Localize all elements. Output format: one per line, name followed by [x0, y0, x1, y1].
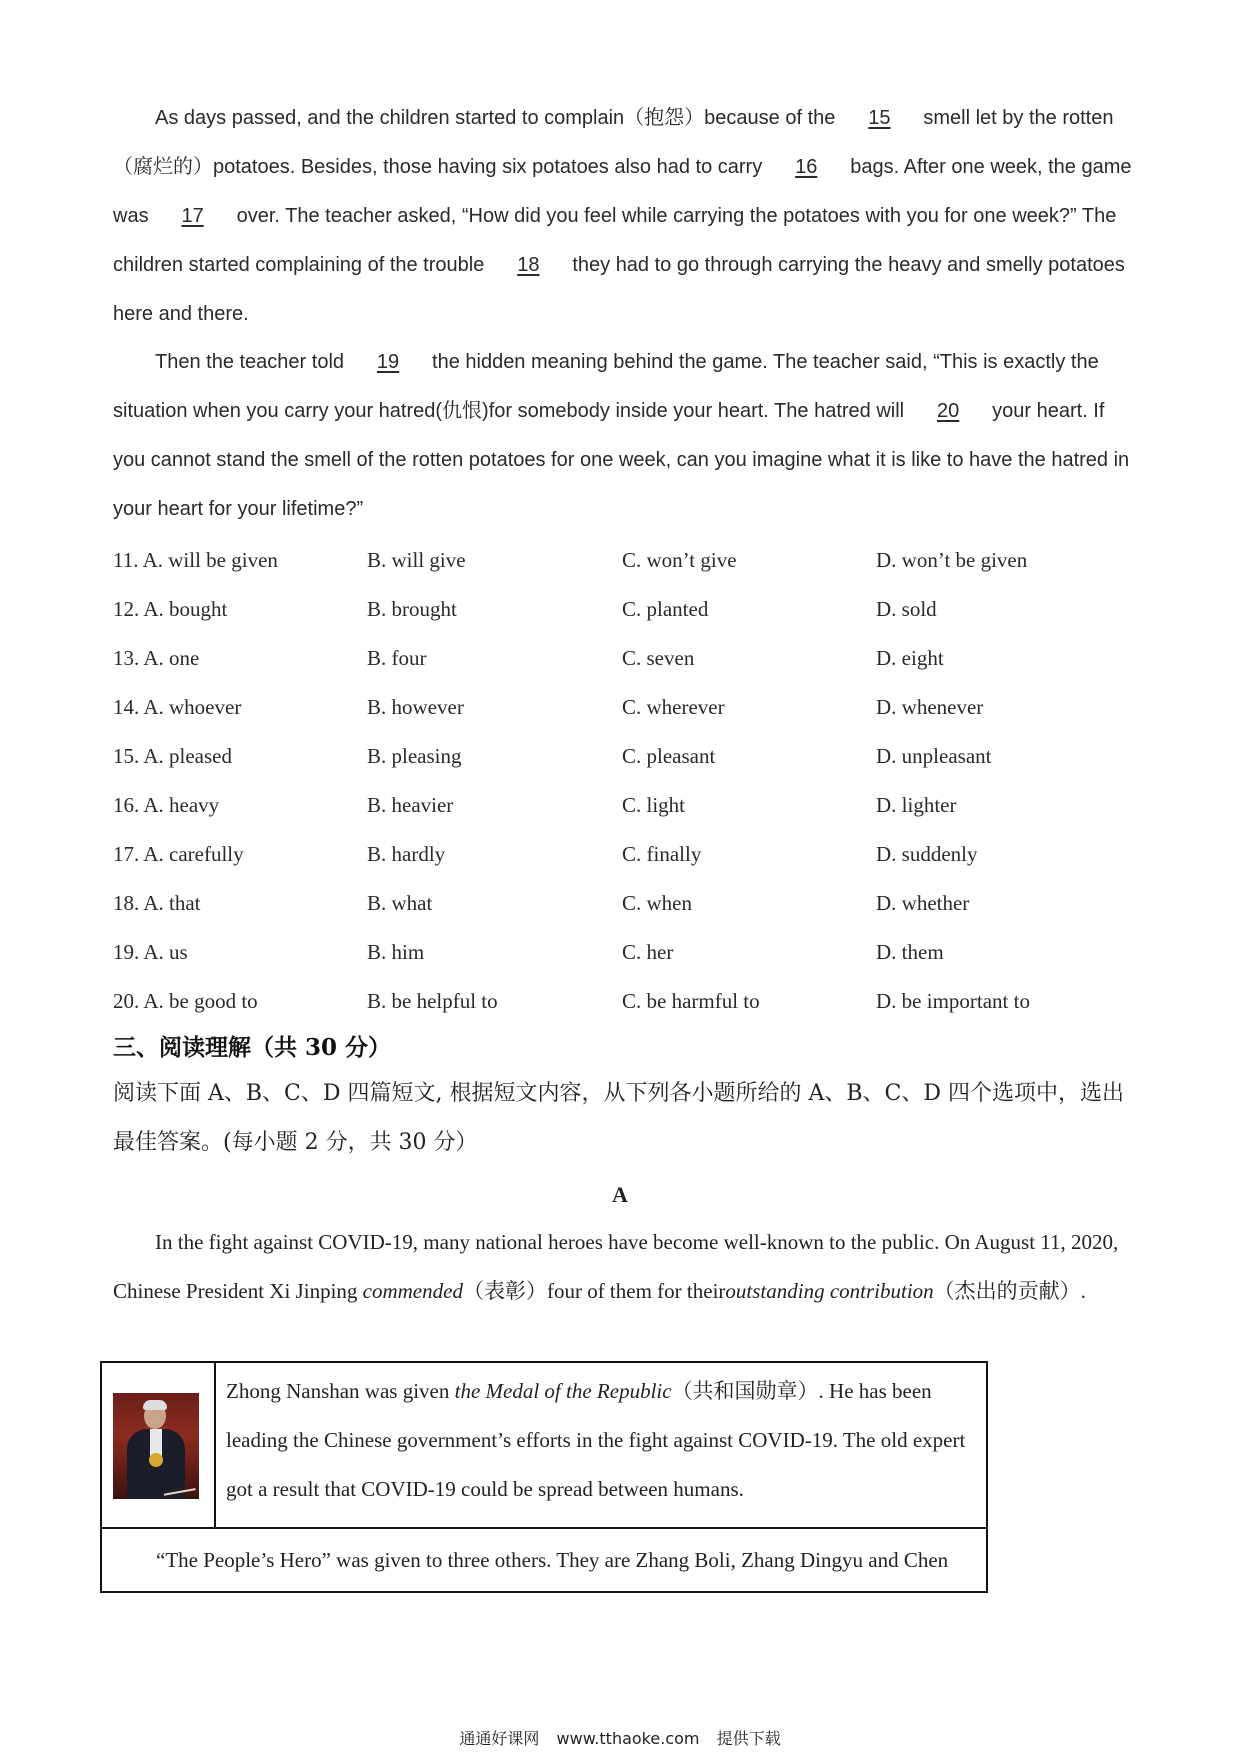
option-row-20: 20. A. be good to B. be helpful to C. be harmful to D. be important to: [113, 989, 1030, 1013]
table-row: [102, 1363, 986, 1529]
page-footer: [0, 1727, 1240, 1751]
option-row-16: 16. A. heavy B. heavier C. light D. lighter: [113, 793, 957, 817]
passage-paragraph-1: As days passed, and the children started to complain（抱怨）because of the 15 smell let by the rotten（腐烂的）potatoes. Besides, those having six potatoes also had to carry 16 bags. After one week, the game was 17 over. The teacher asked, “How did you feel while carrying the potatoes with you for one week?” The children started complaining of the trouble 18 they had to go through carrying the heavy and smelly potatoes here and there.: [113, 94, 1133, 339]
option-row-12: 12. A. bought B. brought C. planted D. sold: [113, 597, 937, 621]
footer-note: 提供下载: [716, 1729, 781, 1748]
passage-paragraph-2: Then the teacher told 19 the hidden meaning behind the game. The teacher said, “This is exactly the situation when you carry your hatred(仇恨)for somebody inside your heart. The hatred will 20 your heart. If you cannot stand the smell of the rotten potatoes for one week, can you imagine what it is like to have the hatred in your heart for your lifetime?”: [113, 338, 1133, 534]
option-row-17: 17. A. carefully B. hardly C. finally D. suddenly: [113, 842, 978, 866]
option-row-15: 15. A. pleased B. pleasing C. pleasant D. unpleasant: [113, 744, 992, 768]
option-row-13: 13. A. one B. four C. seven D. eight: [113, 646, 944, 670]
medal-icon: [149, 1453, 163, 1467]
option-row-19: 19. A. us B. him C. her D. them: [113, 940, 944, 964]
blank-20: 20: [937, 400, 960, 422]
option-row-14: 14. A. whoever B. however C. wherever D. whenever: [113, 695, 984, 719]
passage-label: A: [612, 1182, 628, 1207]
option-row-18: 18. A. that B. what C. when D. whether: [113, 891, 970, 915]
blank-15: 15: [868, 107, 891, 129]
photo-cell: [102, 1363, 216, 1527]
table-row: “The People’s Hero” was given to three others. They are Zhang Boli, Zhang Dingyu and Chen: [156, 1548, 949, 1572]
blank-17: 17: [181, 205, 204, 227]
zhong-nanshan-photo: [113, 1393, 199, 1499]
footer-url[interactable]: www.tthaoke.com: [556, 1729, 700, 1748]
blank-16: 16: [795, 156, 818, 178]
option-row-11: 11. A. will be given B. will give C. won’t give D. won’t be given: [113, 548, 1028, 572]
blank-18: 18: [517, 254, 540, 276]
blank-19: 19: [376, 351, 400, 373]
passage-a-intro: In the fight against COVID-19, many national heroes have become well-known to the public. On August 11, 2020, Chinese President Xi Jinping commended（表彰）four of them for theiroutstanding contribution（杰出的贡献）.: [113, 1230, 1119, 1303]
footer-site-name: 通通好课网: [459, 1729, 540, 1748]
section-heading: 三、阅读理解（共 30 分）: [113, 1034, 392, 1061]
zhong-nanshan-text: Zhong Nanshan was given the Medal of the Republic（共和国勋章）. He has been leading the Chinese government’s efforts in the fight against COVID-19. The old expert got a result that COVID-19 could be spread between humans.: [226, 1379, 966, 1501]
section-instruction: 阅读下面 A、B、C、D 四篇短文, 根据短文内容，从下列各小题所给的 A、B、C、D 四个选项中，选出最佳答案。(每小题 2 分，共 30 分）: [113, 1081, 1125, 1155]
heroes-table: [100, 1361, 988, 1593]
